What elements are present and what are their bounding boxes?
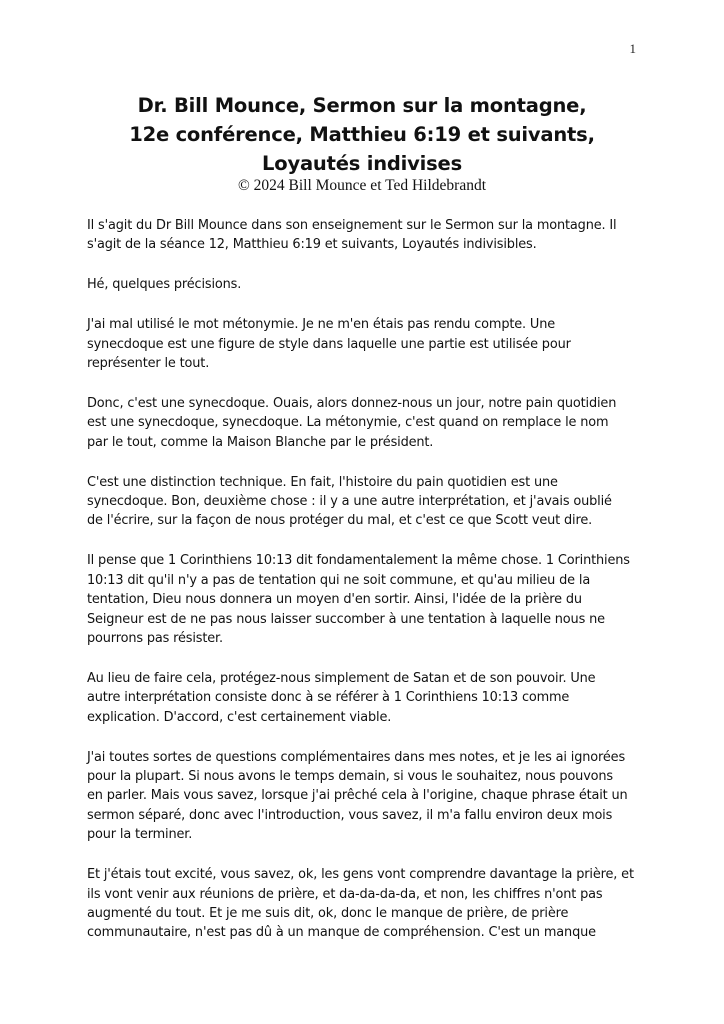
paragraph-line: de l'écrire, sur la façon de nous protéger du mal, et c'est ce que Scott veut dire. [87,513,593,529]
paragraph-line: sermon séparé, donc avec l'introduction, vous savez, il m'a fallu environ deux mois [87,807,613,823]
paragraph-line: en parler. Mais vous savez, lorsque j'ai prêché cela à l'origine, chaque phrase était un [87,788,628,804]
document-header [0,91,724,196]
paragraph-line: autre interprétation consiste donc à se référer à 1 Corinthiens 10:13 comme [87,690,570,706]
copyright-notice: © 2024 Bill Mounce et Ted Hildebrandt [237,177,487,194]
paragraph-line: Il s'agit du Dr Bill Mounce dans son enseignement sur le Sermon sur la montagne. Il [87,218,617,233]
paragraph-line: augmenté du tout. Et je me suis dit, ok, donc le manque de prière, de prière [87,905,569,921]
paragraph-line: Et j'étais tout excité, vous savez, ok, les gens vont comprendre davantage la prière, et [87,867,634,883]
body-paragraph [87,275,649,294]
paragraph-line: synecdoque est une figure de style dans laquelle une partie est utilisée pour [87,336,571,352]
document-title-line-1: Dr. Bill Mounce, Sermon sur la montagne, [137,94,587,117]
paragraph-line: est une synecdoque, synecdoque. La métonymie, c'est quand on remplace le nom [87,415,609,431]
paragraph-line: explication. D'accord, c'est certainement viable. [87,709,392,725]
paragraph-line: Hé, quelques précisions. [87,277,242,293]
paragraph-line: représenter le tout. [87,356,210,372]
body-paragraph [87,394,649,452]
paragraph-line: pour la plupart. Si nous avons le temps demain, si vous le souhaitez, nous pouvons [87,769,613,785]
document-body [87,216,649,963]
paragraph-line: synecdoque. Bon, deuxième chose : il y a une autre interprétation, et j'avais oublié [87,494,612,510]
body-paragraph [87,473,649,531]
paragraph-line: J'ai mal utilisé le mot métonymie. Je ne m'en étais pas rendu compte. Une [87,317,556,333]
body-paragraph [87,551,649,648]
paragraph-line: Il pense que 1 Corinthiens 10:13 dit fondamentalement la même chose. 1 Corinthiens [87,553,630,569]
paragraph-line: Seigneur est de ne pas nous laisser succomber à une tentation à laquelle nous ne [87,611,605,627]
paragraph-line: Donc, c'est une synecdoque. Ouais, alors donnez-nous un jour, notre pain quotidien [87,395,617,411]
body-paragraph [87,748,649,845]
paragraph-line: par le tout, comme la Maison Blanche par le président. [87,434,434,450]
body-paragraph [87,669,649,727]
paragraph-line: 10:13 dit qu'il n'y a pas de tentation qui ne soit commune, et qu'au milieu de la [87,572,591,588]
paragraph-line: C'est une distinction technique. En fait, l'histoire du pain quotidien est une [87,474,558,490]
document-title-line-2: 12e conférence, Matthieu 6:19 et suivants, [129,123,595,146]
paragraph-line: pour la terminer. [87,827,193,843]
paragraph-line: ils vont venir aux réunions de prière, et da-da-da-da, et non, les chiffres n'ont pas [87,886,603,902]
page-number: 1 [629,41,636,56]
paragraph-line: tentation, Dieu nous donnera un moyen d'en sortir. Ainsi, l'idée de la prière du [87,592,582,608]
paragraph-line: s'agit de la séance 12, Matthieu 6:19 et suivants, Loyautés indivisibles. [87,237,537,253]
paragraph-line: pourrons pas résister. [87,631,223,646]
body-paragraph [87,216,649,255]
paragraph-line: Au lieu de faire cela, protégez-nous simplement de Satan et de son pouvoir. Une [87,670,596,686]
paragraph-line: J'ai toutes sortes de questions complémentaires dans mes notes, et je les ai ignorées [87,749,626,765]
document-title-line-3: Loyautés indivises [262,152,462,175]
paragraph-line: communautaire, n'est pas dû à un manque de compréhension. C'est un manque [87,925,596,941]
body-paragraph [87,865,649,943]
body-paragraph [87,315,649,373]
